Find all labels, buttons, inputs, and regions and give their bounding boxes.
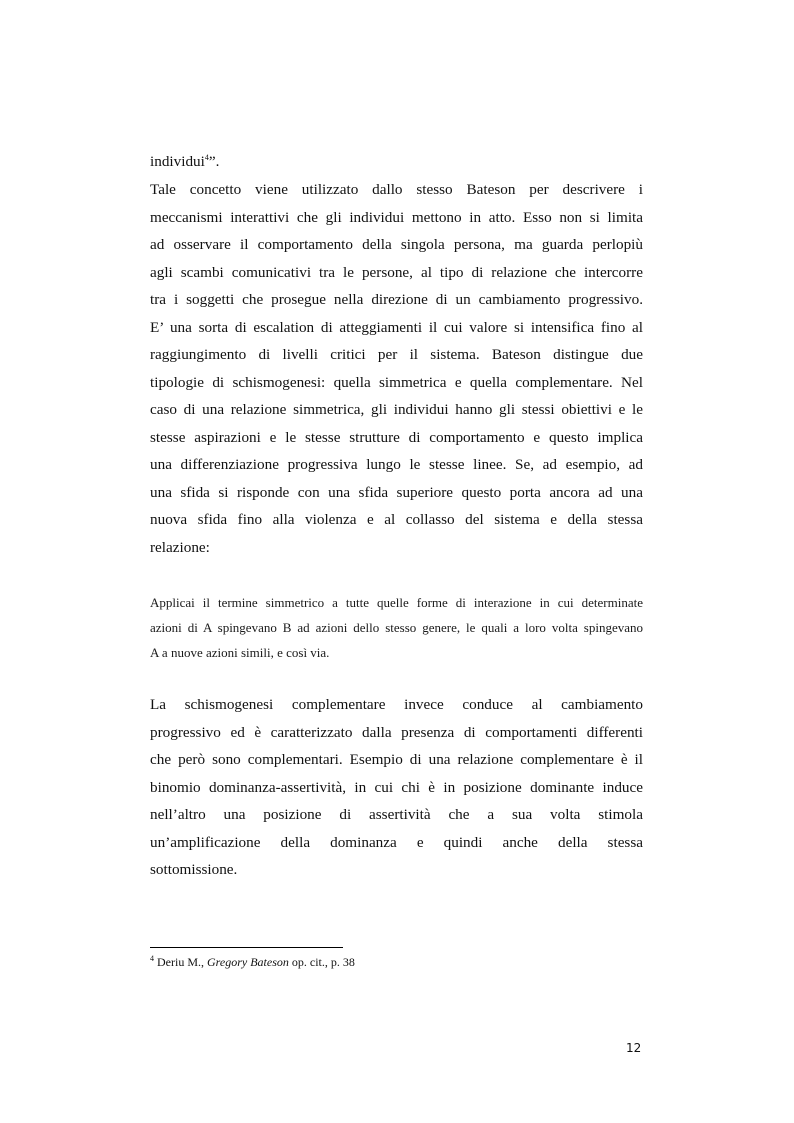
continuation-line: individui$^4$”.	[150, 152, 220, 170]
block-quote	[150, 590, 643, 665]
paragraph-line: La schismogenesi complementare invece conduce al cambiamento	[150, 696, 643, 713]
footnote-title: Gregory Bateson	[207, 955, 289, 969]
paragraph-line: una differenziazione progressiva lungo le stesse linee. Se, ad esempio, ad	[150, 456, 643, 473]
paragraph-line: un’amplificazione della dominanza e quindi anche della stessa	[150, 833, 643, 851]
paragraph-line: tra i soggetti che prosegue nella direzione di un cambiamento progressivo.	[150, 291, 643, 308]
paragraph-line: meccanismi interattivi che gli individui mettono in atto. Esso non si limita	[150, 208, 643, 226]
quote-line: Applicai il termine simmetrico a tutte quelle forme di interazione in cui determinate	[150, 595, 643, 610]
paragraph-line: raggiungimento di livelli critici per il sistema. Bateson distingue due	[150, 346, 643, 363]
paragraph-complementary	[150, 691, 643, 884]
paragraph-line: nell’altro una posizione di assertività che a sua volta stimola	[150, 806, 643, 823]
paragraph-line: progressivo ed è caratterizzato dalla presenza di comportamenti differenti	[150, 723, 643, 741]
paragraph-line: E’ una sorta di escalation di atteggiamenti il cui valore si intensifica fino al	[150, 318, 643, 336]
footnote-number: 4	[150, 954, 154, 963]
paragraph-line: sottomissione.	[150, 861, 238, 878]
paragraph-line: relazione:	[150, 538, 210, 556]
paragraph-symmetric	[150, 176, 643, 561]
paragraph-line: tipologie di schismogenesi: quella simmetrica e quella complementare. Nel	[150, 373, 643, 391]
paragraph-line: caso di una relazione simmetrica, gli individui hanno gli stessi obiettivi e le	[150, 401, 643, 418]
quote-line: azioni di A spingevano B ad azioni dello stesso genere, le quali a loro volta spingevano	[150, 620, 643, 635]
paragraph-line: una sfida si risponde con una sfida superiore questo porta ancora ad una	[150, 483, 643, 501]
paragraph-line: Tale concetto viene utilizzato dallo stesso Bateson per descrivere i	[150, 181, 643, 198]
paragraph-line: agli scambi comunicativi tra le persone, al tipo di relazione che intercorre	[150, 263, 643, 281]
quote-line: A a nuove azioni simili, e così via.	[150, 645, 330, 660]
footnote-author: Deriu M.,	[157, 955, 204, 969]
footnote-rest: op. cit., p. 38	[291, 955, 355, 969]
paragraph-line: binomio dominanza-assertività, in cui chi è in posizione dominante induce	[150, 778, 643, 796]
paragraph-line: stesse aspirazioni e le stesse strutture di comportamento e questo implica	[150, 428, 643, 446]
paragraph-line: che però sono complementari. Esempio di una relazione complementare è il	[150, 751, 643, 768]
paragraph-line: nuova sfida fino alla violenza e al collasso del sistema e della stessa	[150, 511, 643, 528]
paragraph-line: ad osservare il comportamento della singola persona, ma guarda perlopiù	[150, 236, 643, 253]
footnote	[150, 954, 355, 970]
footnote-ref[interactable]: 4	[204, 152, 209, 162]
footnote-divider	[150, 947, 343, 948]
page-number: 12	[626, 1041, 642, 1055]
